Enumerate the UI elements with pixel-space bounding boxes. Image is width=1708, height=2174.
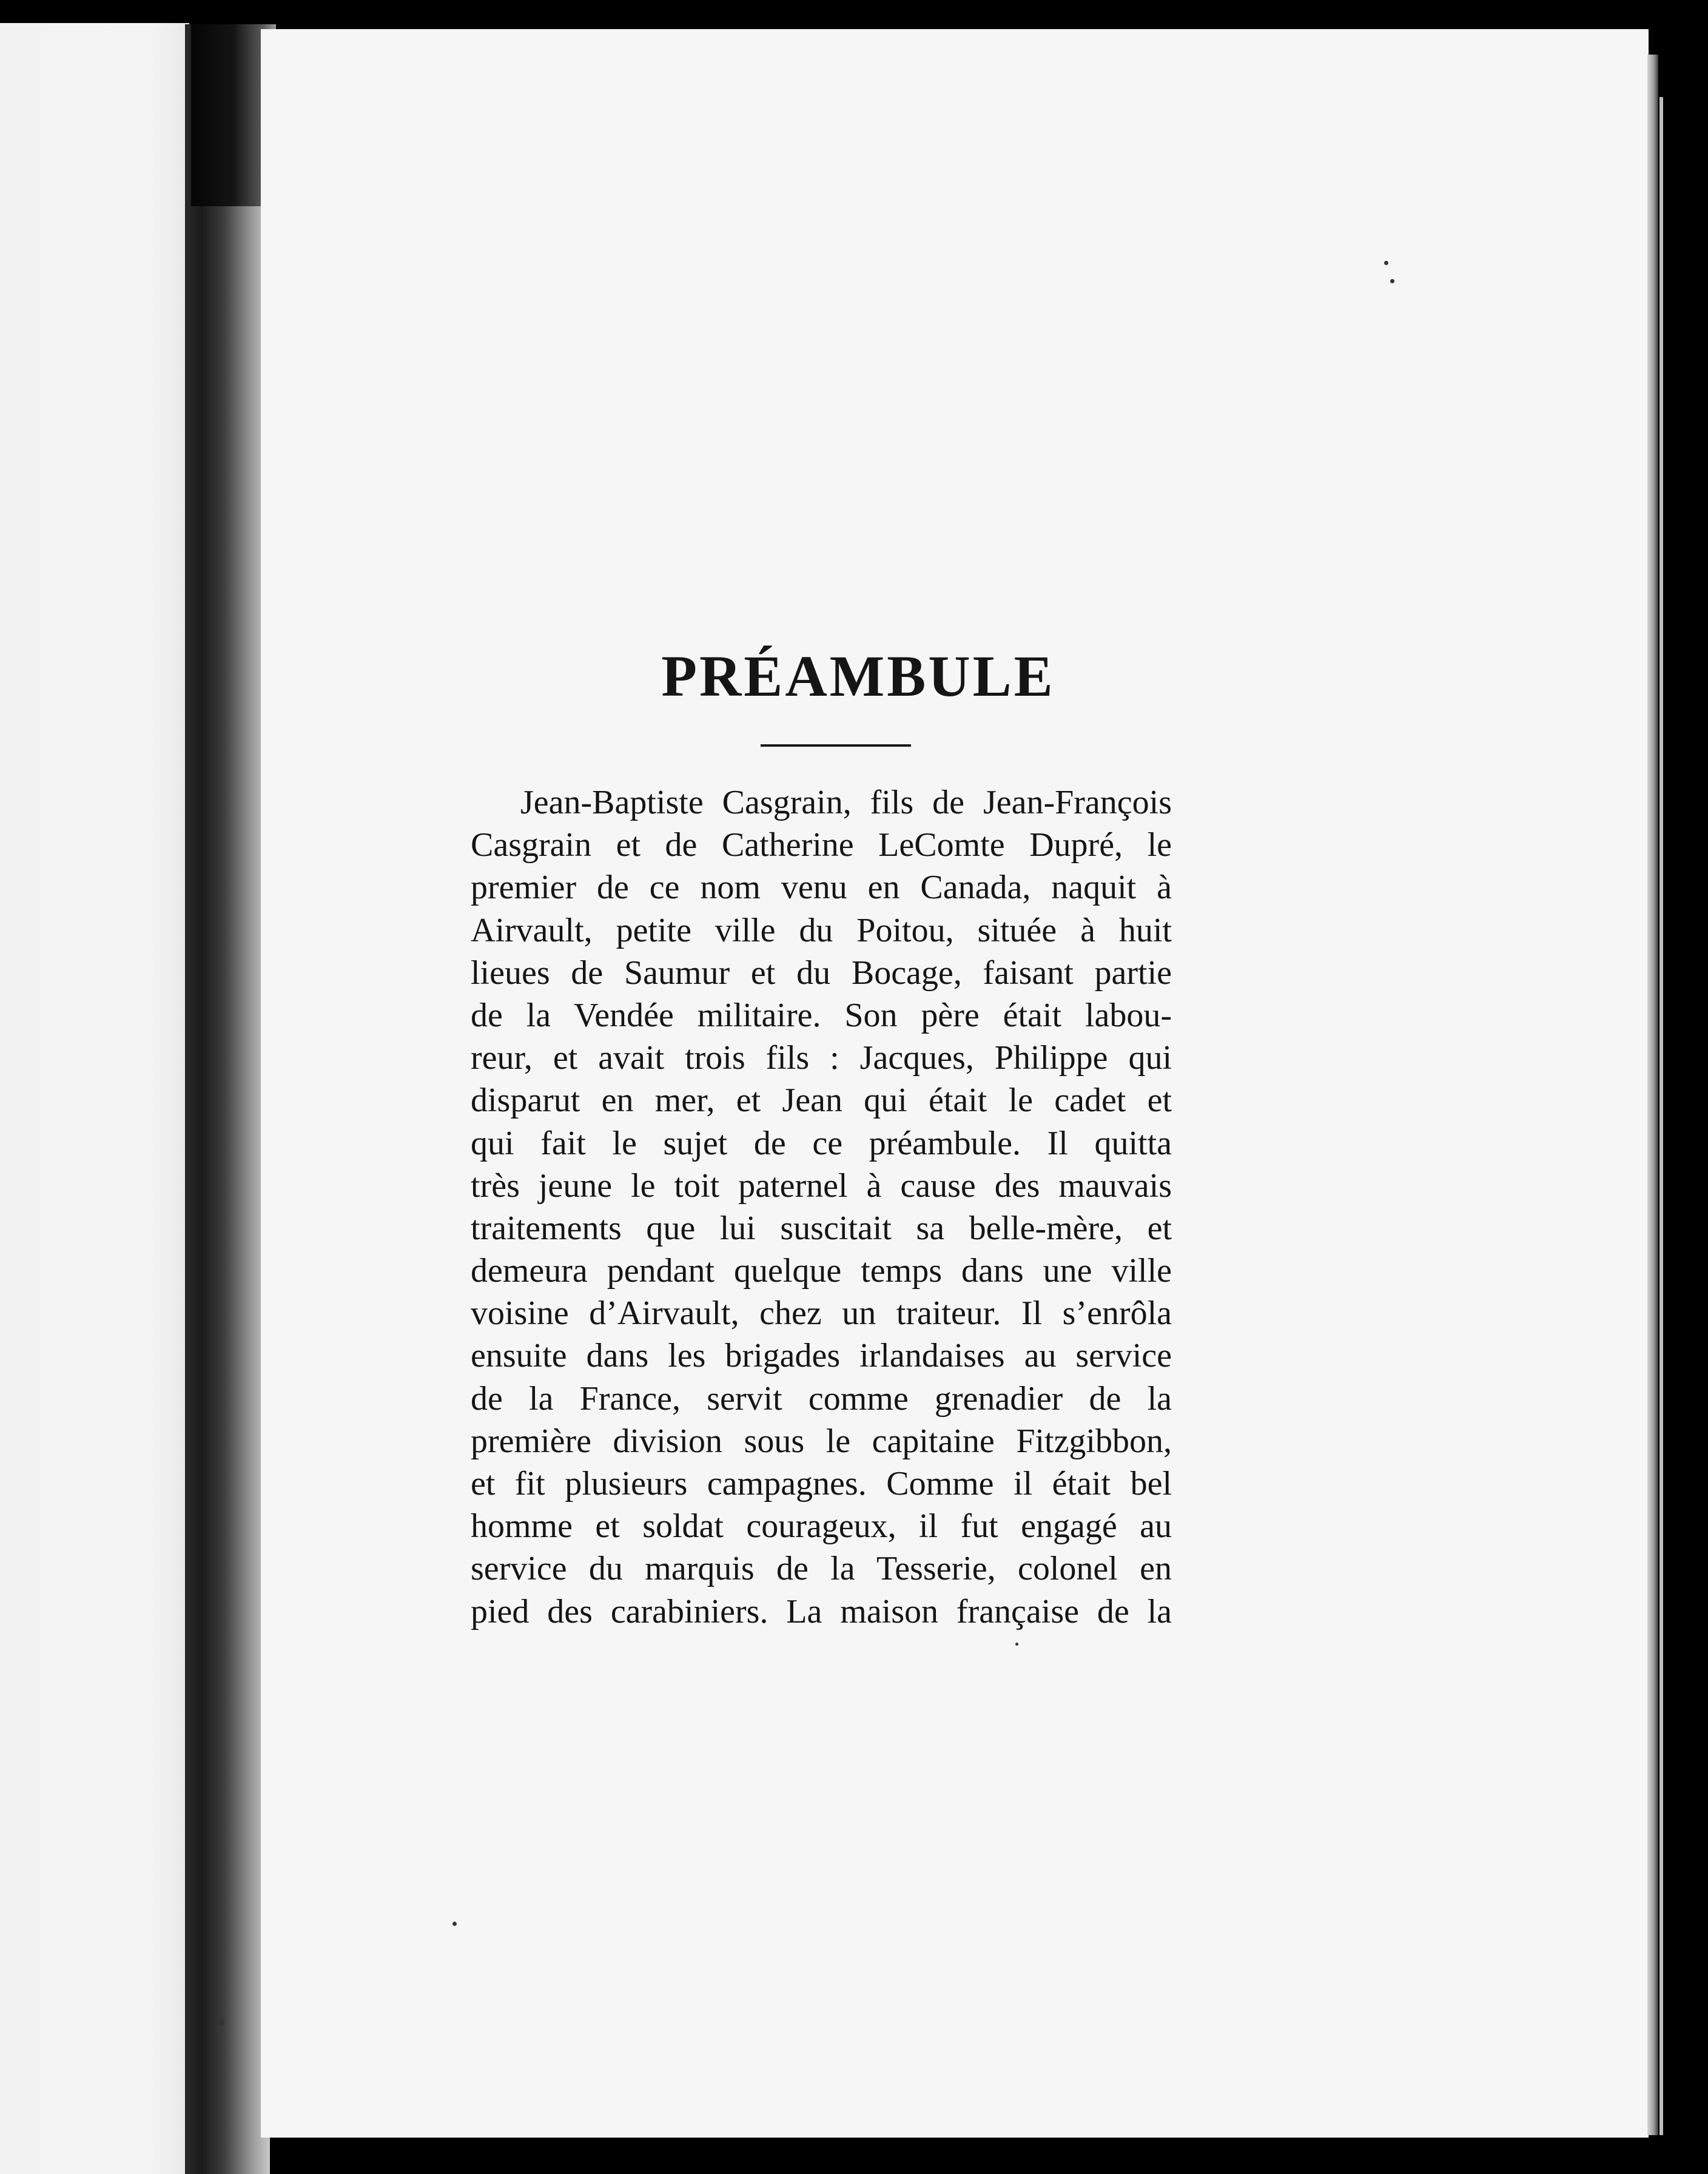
- text-line: Airvault, petite ville du Poitou, située à huit: [471, 911, 1172, 949]
- text-line: disparut en mer, et Jean qui était le cadet et: [471, 1082, 1172, 1120]
- text-line: de la France, servit comme grenadier de la: [471, 1379, 1172, 1418]
- text-line: qui fait le sujet de ce préambule. Il quitta: [471, 1124, 1172, 1162]
- title-rule: [761, 744, 911, 747]
- text-line: ensuite dans les brigades irlandaises au service: [471, 1337, 1172, 1375]
- dust-speck: [1384, 261, 1388, 265]
- text-line: demeura pendant quelque temps dans une ville: [471, 1252, 1172, 1290]
- text-line: de la Vendée militaire. Son père était labou-: [471, 996, 1172, 1034]
- text-line: très jeune le toit paternel à cause des mauvais: [471, 1166, 1172, 1205]
- text-line: voisine d’Airvault, chez un traiteur. Il s’enrôla: [471, 1294, 1172, 1333]
- binding-gutter-shadow: [185, 24, 270, 2174]
- body-paragraph: [471, 781, 1172, 1633]
- text-line: Jean-Baptiste Casgrain, fils de Jean-François: [520, 784, 1172, 821]
- text-line: reur, et avait trois fils : Jacques, Philippe qui: [471, 1039, 1172, 1077]
- dust-speck: [1015, 1643, 1018, 1646]
- text-line: pied des carabiniers. La maison française de la: [471, 1592, 1172, 1630]
- dust-speck: [217, 2019, 224, 2026]
- text-line: traitements que lui suscitait sa belle-mère, et: [471, 1209, 1172, 1247]
- text-line: service du marquis de la Tesserie, colonel en: [471, 1550, 1172, 1588]
- page-stack-edge: [1647, 55, 1658, 2135]
- text-line: lieues de Saumur et du Bocage, faisant partie: [471, 954, 1172, 992]
- chapter-title: PRÉAMBULE: [661, 644, 1055, 708]
- text-line: première division sous le capitaine Fitzgibbon,: [471, 1422, 1172, 1460]
- dust-speck: [452, 1922, 457, 1926]
- dust-speck: [1390, 279, 1394, 283]
- text-line: Casgrain et de Catherine LeComte Dupré, le: [471, 826, 1172, 864]
- text-line: et fit plusieurs campagnes. Comme il était bel: [471, 1465, 1172, 1503]
- text-line: homme et soldat courageux, il fut engagé au: [471, 1507, 1172, 1546]
- page-stack-edge-inner: [1659, 97, 1663, 2135]
- text-line: premier de ce nom venu en Canada, naquit à: [471, 869, 1172, 907]
- previous-page-edge: [0, 23, 189, 2174]
